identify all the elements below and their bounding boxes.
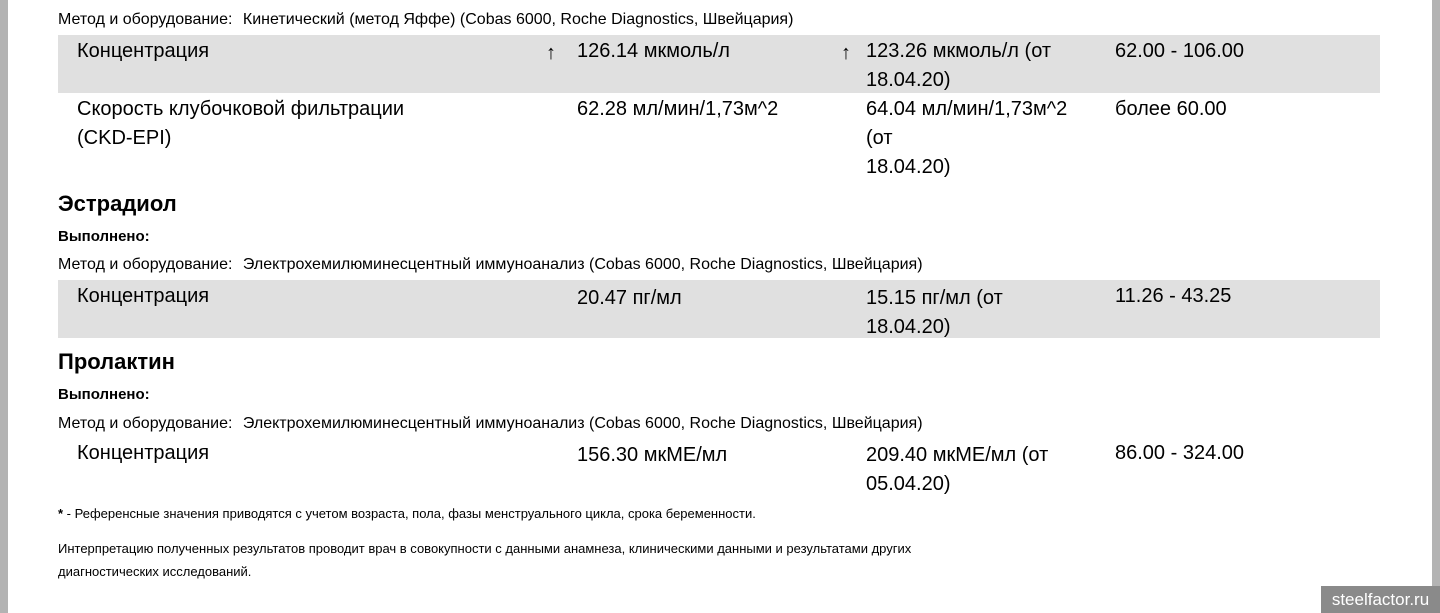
footnote-star: * [58, 506, 64, 521]
reference-range: 11.26 - 43.25 [1115, 285, 1232, 307]
prolactin-method [58, 415, 923, 433]
creatinine-method [58, 11, 793, 29]
method-label: Метод и оборудование: [58, 415, 233, 432]
prolactin-title: Пролактин [58, 349, 175, 374]
previous-line: 15.15 пг/мл (от [866, 287, 1003, 309]
previous-line: 05.04.20) [866, 473, 951, 495]
previous-line: (от [866, 127, 893, 149]
interpretation-line: Интерпретацию полученных результатов проводит врач в совокупности с данными анамнеза, клиническими данными и результатами других [58, 541, 912, 556]
previous-line: 123.26 мкмоль/л (от [866, 40, 1052, 62]
result-value: 62.28 мл/мин/1,73м^2 [577, 98, 779, 120]
analyte-name: Концентрация [77, 442, 210, 464]
analyte-name [77, 95, 497, 153]
interpretation-note [58, 537, 1058, 583]
result-high-arrow-icon: ↑ [546, 42, 556, 64]
previous-line: 18.04.20) [866, 69, 951, 91]
previous-line: 64.04 мл/мин/1,73м^2 [866, 98, 1068, 120]
method-value: Электрохемилюминесцентный иммуноанализ (Cobas 6000, Roche Diagnostics, Швейцария) [242, 415, 923, 432]
estradiol-concentration-row [58, 280, 1380, 338]
prolactin-concentration-row [58, 439, 1380, 497]
result-value: 126.14 мкмоль/л [577, 40, 730, 62]
reference-range: 62.00 - 106.00 [1115, 40, 1244, 62]
estradiol-method [58, 256, 923, 274]
reference-range: более 60.00 [1115, 98, 1227, 120]
result-value: 20.47 пг/мл [577, 287, 682, 309]
previous-result [866, 284, 1096, 342]
previous-line: 209.40 мкМЕ/мл (от [866, 444, 1049, 466]
method-value: Электрохемилюминесцентный иммуноанализ (Cobas 6000, Roche Diagnostics, Швейцария) [242, 256, 923, 273]
previous-result [866, 37, 1096, 95]
reference-range: 86.00 - 324.00 [1115, 442, 1244, 464]
gfr-row [58, 95, 1380, 183]
result-value: 156.30 мкМЕ/мл [577, 444, 728, 466]
reference-footnote [58, 502, 1058, 525]
method-label: Метод и оборудование: [58, 256, 233, 273]
interpretation-line: диагностических исследований. [58, 564, 252, 579]
estradiol-done-label: Выполнено: [58, 228, 150, 245]
previous-high-arrow-icon: ↑ [841, 42, 851, 64]
analyte-name: Концентрация [77, 285, 210, 307]
method-label: Метод и оборудование: [58, 11, 233, 28]
creatinine-concentration-row [58, 35, 1380, 93]
footnote-text: - Референсные значения приводятся с учетом возраста, пола, фазы менструального цикла, срока беременности. [63, 506, 756, 521]
previous-line: 18.04.20) [866, 316, 951, 338]
previous-line: 18.04.20) [866, 156, 951, 178]
previous-result [866, 441, 1096, 499]
watermark: steelfactor.ru [1321, 586, 1440, 613]
prolactin-done-label: Выполнено: [58, 386, 150, 403]
method-value: Кинетический (метод Яффе) (Cobas 6000, Roche Diagnostics, Швейцария) [242, 11, 794, 28]
previous-result [866, 95, 1096, 182]
name-line: (CKD-EPI) [77, 127, 172, 149]
page-edge-right [1432, 0, 1440, 613]
analyte-name: Концентрация [77, 40, 210, 62]
page-edge-left [0, 0, 8, 613]
name-line: Скорость клубочковой фильтрации [77, 98, 405, 120]
estradiol-title: Эстрадиол [58, 191, 177, 216]
